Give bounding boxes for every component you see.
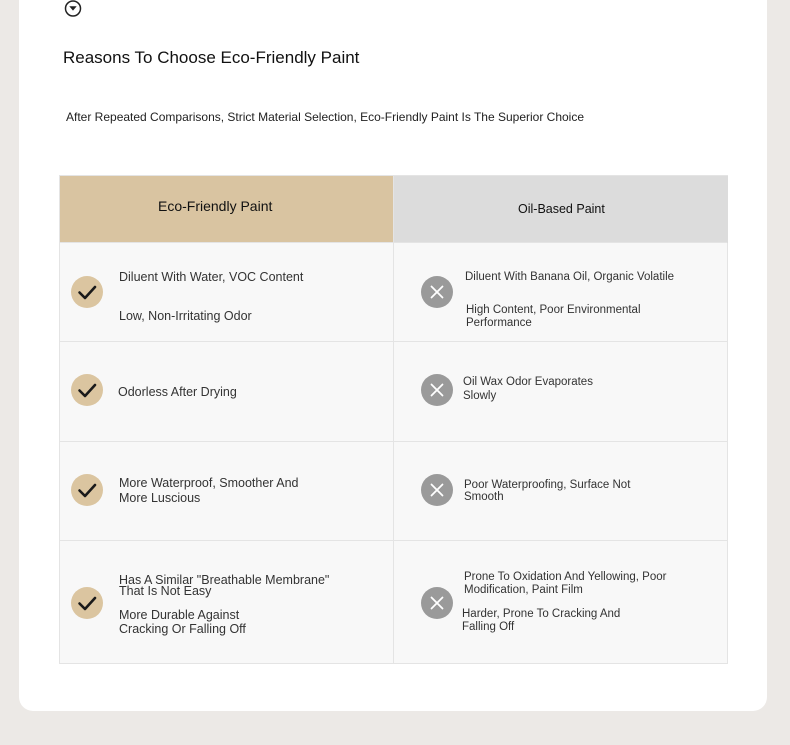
oil-text: Oil Wax Odor Evaporates	[463, 376, 593, 388]
eco-text: More Luscious	[119, 491, 201, 505]
oil-text: Poor Waterproofing, Surface Not	[464, 479, 631, 491]
check-icon	[71, 374, 103, 406]
eco-text: Has A Similar "Breathable Membrane"	[119, 573, 330, 587]
oil-text: Falling Off	[462, 621, 515, 633]
chevron-down-circle-icon[interactable]	[64, 0, 82, 17]
oil-text: Prone To Oxidation And Yellowing, Poor	[464, 571, 667, 583]
oil-text: Performance	[466, 317, 532, 329]
oil-text: Modification, Paint Film	[464, 584, 583, 596]
table-row	[60, 242, 727, 341]
check-icon	[71, 587, 103, 619]
x-icon	[421, 276, 453, 308]
row-divider	[393, 442, 394, 540]
check-icon	[71, 276, 103, 308]
eco-header	[60, 176, 394, 243]
oil-header-label: Oil-Based Paint	[518, 202, 605, 216]
eco-text: Odorless After Drying	[118, 385, 237, 399]
row-divider	[393, 541, 394, 664]
eco-text: That Is Not Easy	[119, 584, 212, 598]
eco-text: More Durable Against	[119, 608, 240, 622]
x-icon	[421, 587, 453, 619]
table-row	[60, 441, 727, 540]
oil-text: Slowly	[463, 390, 497, 402]
table-row	[60, 341, 727, 441]
row-divider	[393, 342, 394, 441]
oil-text: Harder, Prone To Cracking And	[462, 608, 621, 620]
eco-text: Cracking Or Falling Off	[119, 622, 246, 636]
x-icon	[421, 374, 453, 406]
page-subtitle: After Repeated Comparisons, Strict Material Selection, Eco-Friendly Paint Is The Superior Choice	[66, 110, 585, 124]
page-title: Reasons To Choose Eco-Friendly Paint	[63, 48, 360, 67]
oil-text: Diluent With Banana Oil, Organic Volatile	[465, 271, 675, 283]
eco-text: More Waterproof, Smoother And	[119, 476, 299, 490]
row-divider	[393, 243, 394, 341]
eco-text: Diluent With Water, VOC Content	[119, 270, 304, 284]
oil-text: High Content, Poor Environmental	[466, 304, 641, 316]
comparison-table	[59, 175, 728, 664]
oil-text: Smooth	[464, 491, 504, 503]
table-row	[60, 540, 727, 664]
eco-header-label: Eco-Friendly Paint	[158, 198, 273, 214]
x-icon	[421, 474, 453, 506]
check-icon	[71, 474, 103, 506]
eco-text: Low, Non-Irritating Odor	[119, 309, 252, 323]
oil-header	[394, 176, 728, 243]
